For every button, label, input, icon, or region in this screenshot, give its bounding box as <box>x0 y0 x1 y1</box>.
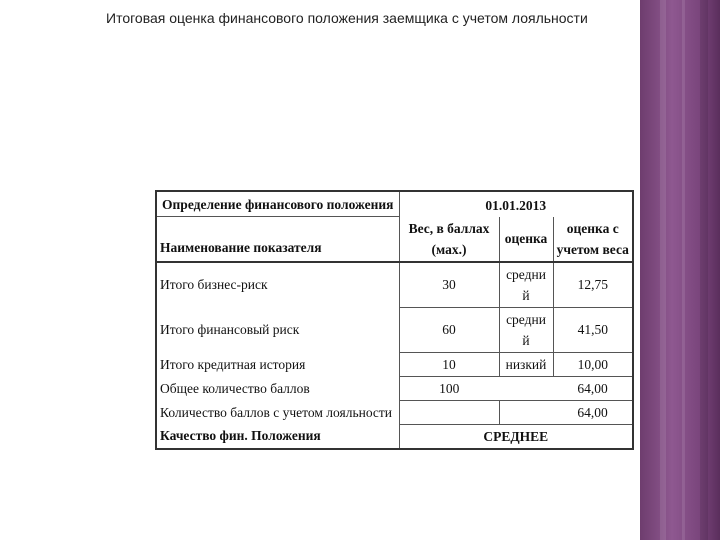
section-title-cell: Определение финансового положения <box>156 191 399 217</box>
decorative-stripe <box>660 0 666 540</box>
row-weight: 60 <box>399 307 499 352</box>
col-header-weight: Вес, в баллах (мах.) <box>399 217 499 262</box>
total-weighted: 64,00 <box>553 376 633 400</box>
row-weight: 30 <box>399 262 499 308</box>
decorative-side-band <box>640 0 720 540</box>
table-row <box>156 262 633 308</box>
table-header-row <box>156 217 633 262</box>
table-header-row <box>156 191 633 217</box>
row-rating: средний <box>499 262 553 308</box>
quality-label: Качество фин. Положения <box>156 424 399 449</box>
slide-title: Итоговая оценка финансового положения заемщика с учетом лояльности <box>106 10 588 26</box>
row-name: Итого финансовый риск <box>156 307 399 352</box>
col-header-name: Наименование показателя <box>156 217 399 262</box>
col-header-weighted: оценка с учетом веса <box>553 217 633 262</box>
financial-assessment-table <box>155 190 634 450</box>
row-weighted: 10,00 <box>553 352 633 376</box>
table-row <box>156 307 633 352</box>
col-header-rating: оценка <box>499 217 553 262</box>
row-name: Итого бизнес-риск <box>156 262 399 308</box>
row-weight: 10 <box>399 352 499 376</box>
report-date-cell: 01.01.2013 <box>485 197 547 213</box>
row-rating: низкий <box>499 352 553 376</box>
row-weighted: 41,50 <box>553 307 633 352</box>
total-label: Общее количество баллов <box>156 376 399 400</box>
table-row <box>156 352 633 376</box>
loyalty-weighted: 64,00 <box>553 400 633 424</box>
total-row <box>156 376 633 400</box>
quality-value: СРЕДНЕЕ <box>483 428 549 444</box>
row-rating: средний <box>499 307 553 352</box>
loyalty-label: Количество баллов с учетом лояльности <box>156 400 399 424</box>
loyalty-rating-empty <box>499 400 553 424</box>
loyalty-row <box>156 400 633 424</box>
total-rating-empty <box>499 376 553 400</box>
decorative-stripe <box>682 0 685 540</box>
row-weighted: 12,75 <box>553 262 633 308</box>
loyalty-weight-empty <box>399 400 499 424</box>
decorative-stripe <box>700 0 708 540</box>
quality-row <box>156 424 633 449</box>
row-name: Итого кредитная история <box>156 352 399 376</box>
total-weight: 100 <box>399 376 499 400</box>
